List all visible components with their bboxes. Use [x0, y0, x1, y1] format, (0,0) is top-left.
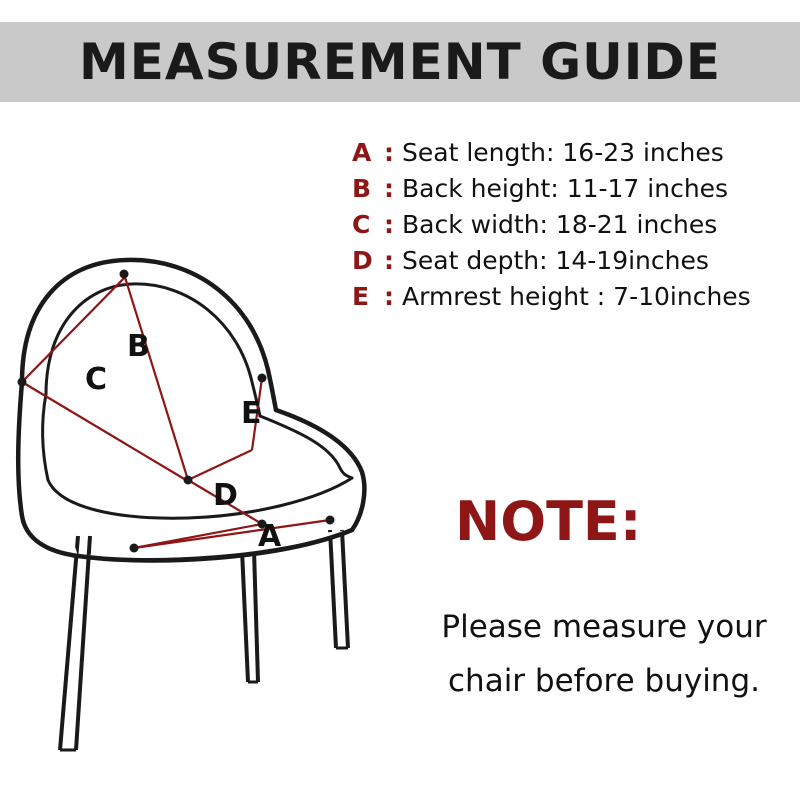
- legend-text-b: Back height: 11-17 inches: [402, 174, 729, 203]
- dimension-label-e: E: [241, 396, 262, 431]
- legend-colon-a: :: [384, 138, 394, 167]
- legend-key-e: E: [352, 282, 370, 311]
- note-text: Please measure your chair before buying.: [441, 609, 767, 700]
- legend-colon-e: :: [384, 282, 394, 311]
- legend-text-a: Seat length: 16-23 inches: [402, 138, 724, 167]
- dimension-label-c: C: [85, 362, 108, 397]
- legend-key-d: D: [352, 246, 373, 275]
- legend-key-a: A: [352, 138, 372, 167]
- dimension-label-d: D: [213, 478, 238, 513]
- armchair-drawing: [0, 230, 420, 770]
- legend-text-e: Armrest height : 7-10inches: [402, 282, 751, 311]
- legend-item-b: [352, 174, 790, 203]
- legend-key-c: C: [352, 210, 371, 239]
- legend-text-d: Seat depth: 14-19inches: [402, 246, 709, 275]
- chair-legs: [60, 530, 348, 750]
- header-banner: [0, 22, 800, 102]
- legend-colon-d: :: [384, 246, 394, 275]
- legend-colon-b: :: [384, 174, 394, 203]
- legend-text-c: Back width: 18-21 inches: [402, 210, 718, 239]
- note-heading: NOTE:: [455, 490, 642, 553]
- legend-item-a: [352, 138, 790, 167]
- chair-illustration: [0, 230, 420, 770]
- legend-colon-c: :: [384, 210, 394, 239]
- dimension-label-a: A: [258, 519, 282, 554]
- legend-key-b: B: [352, 174, 372, 203]
- page-title: MEASUREMENT GUIDE: [78, 33, 722, 91]
- dimension-label-b: B: [127, 329, 150, 364]
